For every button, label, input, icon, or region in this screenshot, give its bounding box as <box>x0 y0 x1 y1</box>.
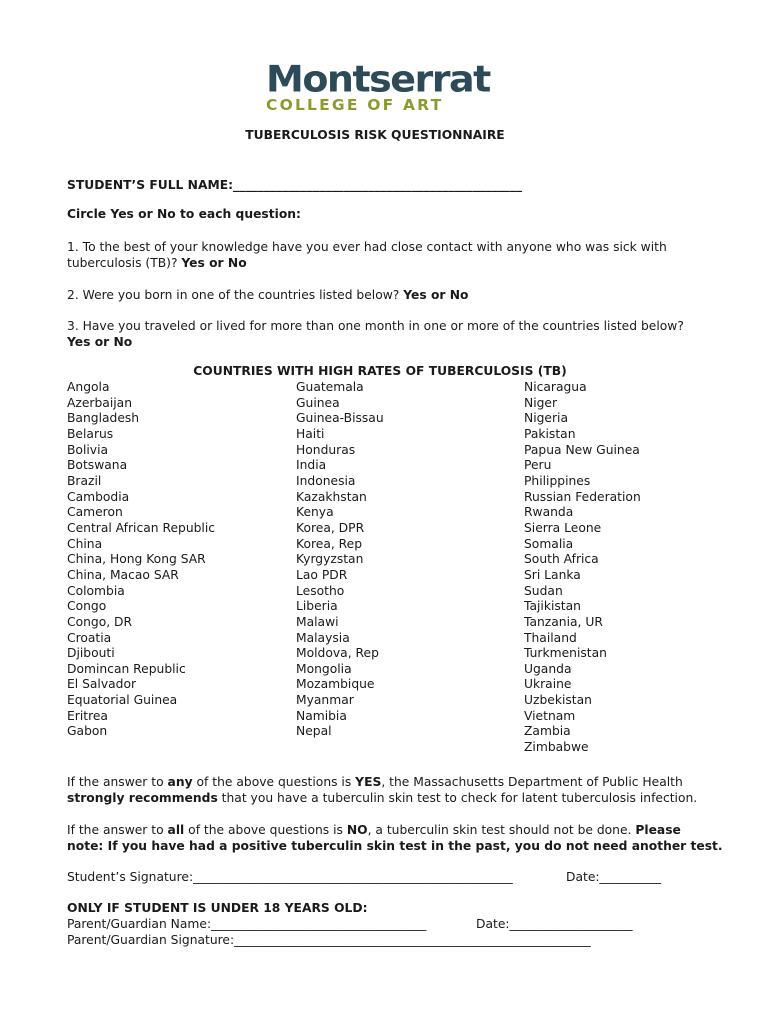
country-item: China, Macao SAR <box>67 567 179 582</box>
country-item: China <box>67 536 103 551</box>
country-item: Zambia <box>524 724 571 739</box>
no-para-all: all <box>167 823 185 837</box>
country-item: Peru <box>524 458 552 473</box>
no-para-note: note: If you have had a positive tuberculin skin test in the past, you do not need another test. <box>67 839 723 853</box>
country-item: Cameron <box>67 505 123 520</box>
country-item: Botswana <box>67 458 128 473</box>
no-para-text-3: , a tuberculin skin test should not be done. <box>367 823 636 837</box>
country-item: Lesotho <box>296 583 345 598</box>
page-title: TUBERCULOSIS RISK QUESTIONNAIRE <box>245 128 505 142</box>
country-item: Thailand <box>524 630 577 645</box>
country-item: Mozambique <box>296 677 375 692</box>
student-date-field[interactable]: Date:__________ <box>566 870 662 884</box>
logo-subtitle: COLLEGE OF ART <box>266 96 444 114</box>
college-logo <box>266 58 490 114</box>
country-item: Domincan Republic <box>67 661 186 676</box>
country-item: Nigeria <box>524 411 568 426</box>
country-item: Lao PDR <box>296 567 348 582</box>
country-item: Pakistan <box>524 426 576 441</box>
country-item: Kenya <box>296 505 334 520</box>
country-item: Niger <box>524 395 558 410</box>
country-item: Nepal <box>296 724 332 739</box>
question-2-answer[interactable]: Yes or No <box>403 288 469 302</box>
guardian-date-field[interactable]: Date:____________________ <box>476 917 633 931</box>
country-item: Cambodia <box>67 489 130 504</box>
country-item: India <box>296 458 327 473</box>
yes-paragraph <box>67 774 697 806</box>
country-item: Honduras <box>296 442 356 457</box>
country-item: South Africa <box>524 552 599 567</box>
country-item: Philippines <box>524 473 591 488</box>
country-item: Sierra Leone <box>524 520 602 535</box>
yes-para-text-4: that you have a tuberculin skin test to check for latent tuberculosis infection. <box>217 791 698 805</box>
country-item: Eritrea <box>67 708 108 723</box>
yes-para-any: any <box>167 775 193 789</box>
yes-para-strong: strongly recommends <box>67 791 218 805</box>
yes-para-text-2: of the above questions is <box>192 775 356 789</box>
question-3 <box>67 318 684 350</box>
country-item: China, Hong Kong SAR <box>67 552 206 567</box>
country-item: Congo, DR <box>67 614 133 629</box>
country-item: Namibia <box>296 708 347 723</box>
country-item: Brazil <box>67 473 102 488</box>
country-item: Azerbaijan <box>67 395 132 410</box>
country-item: Sri Lanka <box>524 567 581 582</box>
country-item: Russian Federation <box>524 489 641 504</box>
country-item: Sudan <box>524 583 563 598</box>
question-2-text: 2. Were you born in one of the countries listed below? <box>67 288 404 302</box>
country-item: Kazakhstan <box>296 489 367 504</box>
student-signature-field[interactable]: Student’s Signature:____________________________________________________ <box>67 870 513 884</box>
country-item: Zimbabwe <box>524 740 589 755</box>
question-1-answer[interactable]: Yes or No <box>181 256 247 270</box>
country-item: Gabon <box>67 724 108 739</box>
country-item: Somalia <box>524 536 574 551</box>
yes-para-text-3: , the Massachusetts Department of Public Health <box>381 775 683 789</box>
country-item: Angola <box>67 380 110 394</box>
country-item: Korea, Rep <box>296 536 363 551</box>
under-18-heading: ONLY IF STUDENT IS UNDER 18 YEARS OLD: <box>67 901 368 915</box>
country-item: Kyrgyzstan <box>296 552 364 567</box>
country-item: Rwanda <box>524 505 574 520</box>
country-item: Tanzania, UR <box>524 614 603 629</box>
country-item: Malaysia <box>296 630 350 645</box>
no-para-text-1: If the answer to <box>67 823 168 837</box>
yes-para-yes: YES <box>355 775 382 789</box>
no-paragraph <box>67 822 723 854</box>
country-item: Myanmar <box>296 693 354 708</box>
countries-column-3 <box>524 380 641 756</box>
country-item: Malawi <box>296 614 339 629</box>
country-item: Congo <box>67 599 107 614</box>
country-item: Papua New Guinea <box>524 442 640 457</box>
country-item: Djibouti <box>67 646 115 661</box>
question-1 <box>67 239 667 271</box>
country-item: Turkmenistan <box>524 646 607 661</box>
question-1-text-2: tuberculosis (TB)? <box>67 256 182 270</box>
country-item: Vietnam <box>524 708 576 723</box>
countries-column-1 <box>67 380 215 740</box>
country-item: Guinea-Bissau <box>296 411 384 426</box>
country-item: Haiti <box>296 426 325 441</box>
country-item: Liberia <box>296 599 338 614</box>
no-para-please: Please <box>635 823 681 837</box>
country-item: Tajikistan <box>524 599 581 614</box>
logo-name: Montserrat <box>266 58 490 100</box>
countries-column-2 <box>296 380 384 740</box>
country-item: Ukraine <box>524 677 572 692</box>
no-para-text-2: of the above questions is <box>184 823 347 837</box>
instruction: Circle Yes or No to each question: <box>67 207 301 221</box>
yes-para-text-1: If the answer to <box>67 775 168 789</box>
no-para-no: NO <box>346 823 368 837</box>
country-item: Indonesia <box>296 473 356 488</box>
question-1-text: 1. To the best of your knowledge have you ever had close contact with anyone who was sick with <box>67 240 667 254</box>
countries-title: COUNTRIES WITH HIGH RATES OF TUBERCULOSIS (TB) <box>193 364 567 378</box>
country-item: Equatorial Guinea <box>67 693 178 708</box>
question-2 <box>67 287 468 303</box>
country-item: Bangladesh <box>67 411 140 426</box>
country-item: Central African Republic <box>67 520 216 535</box>
country-item: Uzbekistan <box>524 693 592 708</box>
country-item: Colombia <box>67 583 125 598</box>
question-3-answer[interactable]: Yes or No <box>67 335 133 349</box>
country-item: Bolivia <box>67 442 109 457</box>
guardian-name-field[interactable]: Parent/Guardian Name:___________________________________ <box>67 917 427 931</box>
country-item: Uganda <box>524 661 572 676</box>
country-item: Croatia <box>67 630 112 645</box>
country-item: El Salvador <box>67 677 137 692</box>
country-item: Mongolia <box>296 661 352 676</box>
guardian-signature-field[interactable]: Parent/Guardian Signature:__________________________________________________________ <box>67 933 591 947</box>
country-item: Guatemala <box>296 380 364 394</box>
country-item: Nicaragua <box>524 380 587 394</box>
country-item: Moldova, Rep <box>296 646 379 661</box>
country-item: Belarus <box>67 426 114 441</box>
student-name-field[interactable]: STUDENT’S FULL NAME:_______________________________________________ <box>67 178 523 192</box>
country-item: Korea, DPR <box>296 520 365 535</box>
question-3-text: 3. Have you traveled or lived for more than one month in one or more of the countries listed below? <box>67 319 684 333</box>
country-item: Guinea <box>296 395 340 410</box>
